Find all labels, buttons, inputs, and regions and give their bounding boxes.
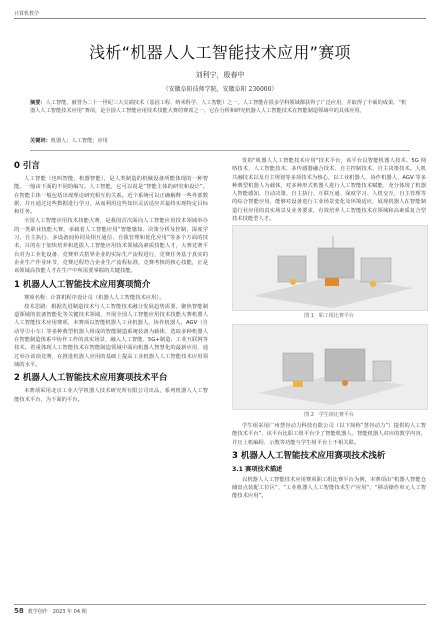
abstract-divider xyxy=(30,150,410,151)
section-heading-3: 3 机器人人工智能技术应用赛项技术浅析 xyxy=(232,450,386,461)
section-heading-2: 2 机器人人工智能技术应用赛项技术平台 xyxy=(14,373,168,384)
paragraph: 人工智能（也叫智能、机器智能），是人类制造的机械设备所能体现的一种智能。一般由下面的不同的编写。人工智能，它可以说是“智能主体的研究和设计”。在智能主体一般包括出现理论研究相互的关系。近个系统可以正确解释一些外部数据，并且通过这些数据进行学习，从而利用这些知识灵活适应并最终实现特定目标和任务。 xyxy=(14,176,208,216)
header-divider xyxy=(14,18,426,19)
footer-text: 教学创作 2023 年 04 期 xyxy=(27,609,87,615)
page-number: 58 xyxy=(14,607,24,615)
figure-2-caption: 图 2 学生组比赛平台 xyxy=(304,411,354,418)
keywords-label: 关键词： xyxy=(30,138,51,144)
section-heading-0: 0 引言 xyxy=(14,161,40,171)
authors: 刘利宁，殷春中 xyxy=(195,71,245,79)
affiliation: （安徽阜阳技师学院，安徽阜阳 236000） xyxy=(162,86,278,93)
right-column xyxy=(232,157,426,502)
paragraph: 本赛项采用北京工业大学机器人技术研究所有限公司出品，系列机器人人工智能技术平台，为下面的平台。 xyxy=(14,388,208,403)
paper-title: 浅析“机器人人工智能技术应用”赛项 xyxy=(89,43,351,62)
keywords xyxy=(30,137,410,144)
section-heading-1: 1 机器人人工智能技术应用赛项简介 xyxy=(14,279,151,290)
figure-2-image xyxy=(232,324,428,410)
paragraph: 发的“机器人人工智能技术应用”技术平台，该平台以智能机器人技术、5G 网络技术、人工智能技术、多传感器融合技术、自主控制技术、自主决策技术。人机共融技术以及自主规划等多项技术为核心，以工业机器人、协作机器人、AGV 等多种典型机器人为载体，对多种形式机器人进行人工智能技术赋能，充分体现了机器人智能感知、自动决策、自主执行、互联互通、深度学习、人机交互、自主管理等的综合智能应用，能够对设备进行工业场景变化及环境适应，展现机器人在智能制造行业应用的真实场景及业务要求，有效培养人工智能技术在领域和高素质复合型技术技能型人才。 xyxy=(232,158,426,223)
subsection-heading-3-1: 3.1 赛项技术描述 xyxy=(232,465,283,473)
keywords-text: 机器人；人工智能；应用 xyxy=(50,138,108,144)
paragraph: 技术思路：根据先进制造技术与人工智能技术融合发展趋势需要，聚焦智能制造领域的装备智能化等关键技术领域，开展全国人工智能应用技术技能大赛机器人人工智能技术应用赛项，本赛项以智能机器人工业机器人、协作机器人、AGV（自动导引小车）等多种典型机器人组成的智能制造系统装备为载体，选取多种机器人在智能制造体系中协作工作的真实场景，融入人工智能、5G+制造、工业互联网等技术。着重体现人工智能技术在智能制造领域中面向机器人智慧化的最新应用，通过举办该项竞赛，在推进机器人应用的基础上提高工业机器人人工智能技术应用领域的水平。 xyxy=(14,303,208,368)
abstract xyxy=(30,100,410,115)
journal-section-tag: 计算机教学 xyxy=(14,11,40,17)
left-column xyxy=(14,157,208,405)
paragraph: 以机器人人工智能技术应用赛项职工组比赛平台为例，本赛项由“机器人智能仓储盘点装配工位区”、“工业机器人人工智能技术生产应用”、“移动操作单元人工智能技术应用”。 xyxy=(232,476,426,500)
abstract-label: 摘要： xyxy=(30,100,46,106)
paragraph: 赛项名称：计算机程序设计员（机器人人工智能技术应用）。 xyxy=(24,294,165,301)
figure-1-caption: 图 1 职工组比赛平台 xyxy=(304,313,354,320)
footer-divider xyxy=(14,604,426,605)
footer xyxy=(14,607,87,615)
paragraph: 全国人工智能应用技术技能大赛，是我国首次面向人工智能应用技术领域举办的一类职业技能大赛，承载着人工智能应用“智能感知、决策分析及控制、深度学习、自主执行、多设备间协同及相互通信、自我管理和优化应用”等多个方面的技术，目的在于加快培养和选拔人工智能应用技术领域高素质技能人才，大赛竞赛平台对为工业化设备、竞赛形式搭界企业的实际生产流程进行，竞赛任务基于真实的企业生产作业环节，竞赛过程符合企业生产流程标准，竞赛考核的核心技能，正是该领域高技能人才在生产中所需要掌握的关键技能。 xyxy=(14,218,208,275)
abstract-text: 人工智能，被誉为二十一世纪三大尖端技术（基因工程、纳米科学、人工智能）之一。人工智能在很多学科领域都获得了广泛应用，并取得了丰硕的成果。“机器人人工智能技术应用”赛项，是全国人工智能应用技术技能大赛的赛项之一。它在分析和研究机器人人工智能技术在智能制造领域中的具体应用。 xyxy=(30,100,407,114)
figure-1-image xyxy=(232,225,428,311)
paragraph: 学生组采用广州慧谷动力科技有限公司（以下简称“慧谷动力”）提供的人工智能技术平台”，该平台比职工组平台少了智能机器人、智能机器人对应的教学内容，并且上机编程、示教等功能与学生组平台上不相关联。 xyxy=(232,422,426,446)
